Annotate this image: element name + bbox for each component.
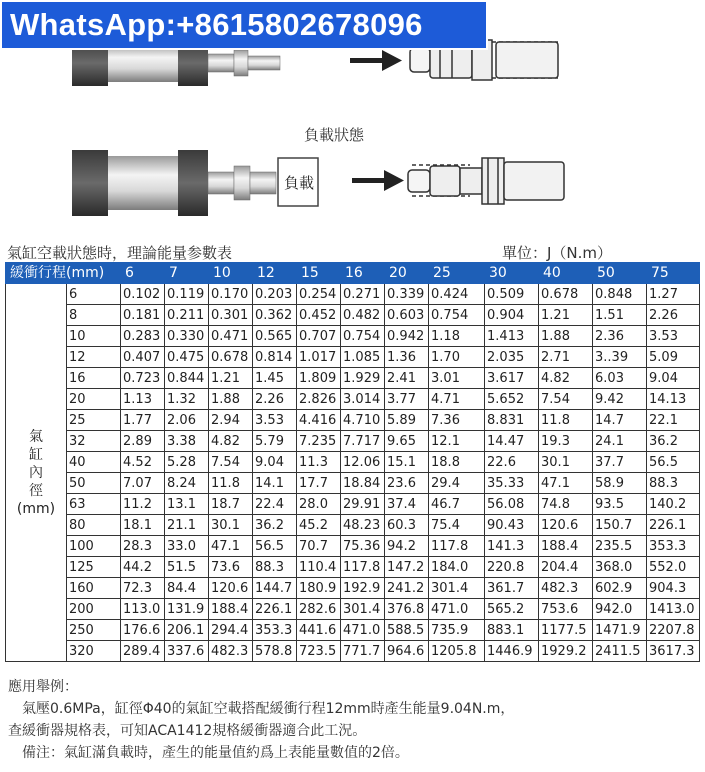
- energy-cell: 4.416: [297, 410, 341, 431]
- energy-cell: 301.4: [341, 599, 385, 620]
- energy-cell: 0.904: [485, 305, 539, 326]
- energy-cell: 602.9: [593, 578, 647, 599]
- energy-cell: 0.452: [297, 305, 341, 326]
- energy-cell: 37.4: [385, 494, 429, 515]
- arrow-top: [350, 50, 402, 71]
- stroke-header-cell: 16: [341, 263, 385, 284]
- energy-cell: 0.509: [485, 284, 539, 305]
- energy-cell: 2.89: [121, 431, 165, 452]
- energy-cell: 4.82: [539, 368, 593, 389]
- energy-cell: 24.1: [593, 431, 647, 452]
- energy-cell: 1.88: [209, 389, 253, 410]
- bore-cell: 320: [67, 641, 121, 662]
- energy-cell: 2.36: [593, 326, 647, 347]
- energy-cell: 0.848: [593, 284, 647, 305]
- table-row: [6, 326, 700, 347]
- bore-cell: 32: [67, 431, 121, 452]
- table-row: [6, 305, 700, 326]
- energy-cell: 0.211: [165, 305, 209, 326]
- notes-heading: 應用舉例：: [8, 679, 78, 695]
- energy-cell: 56.5: [647, 452, 700, 473]
- energy-cell: 723.5: [297, 641, 341, 662]
- stroke-header: 緩衝行程(mm): [6, 263, 121, 284]
- bore-cell: 8: [67, 305, 121, 326]
- energy-cell: 12.1: [429, 431, 485, 452]
- energy-cell: 30.1: [209, 515, 253, 536]
- bore-axis-char: 徑: [29, 482, 43, 499]
- table-row: [6, 389, 700, 410]
- energy-cell: 578.8: [253, 641, 297, 662]
- energy-cell: 11.8: [209, 473, 253, 494]
- energy-cell: 4.82: [209, 431, 253, 452]
- table-row: [6, 473, 700, 494]
- energy-cell: 282.6: [297, 599, 341, 620]
- table-row: [6, 284, 700, 305]
- energy-cell: 14.1: [253, 473, 297, 494]
- energy-cell: 2.26: [253, 389, 297, 410]
- energy-cell: 1.809: [297, 368, 341, 389]
- bore-axis-label: [6, 284, 67, 662]
- energy-cell: 1.88: [539, 326, 593, 347]
- energy-cell: 376.8: [385, 599, 429, 620]
- energy-cell: 36.2: [647, 431, 700, 452]
- energy-cell: 120.6: [539, 515, 593, 536]
- energy-cell: 18.1: [121, 515, 165, 536]
- energy-cell: 22.6: [485, 452, 539, 473]
- energy-cell: 2.94: [209, 410, 253, 431]
- table-row: [6, 452, 700, 473]
- energy-cell: 235.5: [593, 536, 647, 557]
- energy-cell: 17.7: [297, 473, 341, 494]
- energy-cell: 0.707: [297, 326, 341, 347]
- energy-cell: 482.3: [539, 578, 593, 599]
- table-unit: 單位：J（N.m）: [502, 244, 613, 262]
- energy-cell: 0.203: [253, 284, 297, 305]
- bore-axis-char: (mm): [16, 500, 56, 517]
- energy-cell: 3..39: [593, 347, 647, 368]
- bore-cell: 10: [67, 326, 121, 347]
- energy-cell: 180.9: [297, 578, 341, 599]
- energy-cell: 60.3: [385, 515, 429, 536]
- energy-cell: 904.3: [647, 578, 700, 599]
- bore-cell: 50: [67, 473, 121, 494]
- energy-cell: 75.4: [429, 515, 485, 536]
- energy-cell: 48.23: [341, 515, 385, 536]
- energy-cell: 5.09: [647, 347, 700, 368]
- energy-cell: 14.13: [647, 389, 700, 410]
- energy-cell: 56.08: [485, 494, 539, 515]
- energy-cell: 588.5: [385, 620, 429, 641]
- energy-cell: 29.4: [429, 473, 485, 494]
- energy-cell: 11.8: [539, 410, 593, 431]
- energy-cell: 88.3: [647, 473, 700, 494]
- table-row: [6, 578, 700, 599]
- energy-cell: 2.41: [385, 368, 429, 389]
- energy-cell: 471.0: [429, 599, 485, 620]
- energy-cell: 29.91: [341, 494, 385, 515]
- energy-cell: 3.53: [253, 410, 297, 431]
- energy-cell: 441.6: [297, 620, 341, 641]
- energy-cell: 113.0: [121, 599, 165, 620]
- energy-cell: 0.271: [341, 284, 385, 305]
- stroke-header-cell: 20: [385, 263, 429, 284]
- energy-cell: 11.2: [121, 494, 165, 515]
- energy-cell: 1.51: [593, 305, 647, 326]
- stroke-header-cell: 12: [253, 263, 297, 284]
- energy-cell: 7.717: [341, 431, 385, 452]
- energy-cell: 0.330: [165, 326, 209, 347]
- stroke-header-cell: 10: [209, 263, 253, 284]
- energy-cell: 0.754: [341, 326, 385, 347]
- bore-cell: 250: [67, 620, 121, 641]
- bore-cell: 40: [67, 452, 121, 473]
- energy-cell: 1.45: [253, 368, 297, 389]
- table-row: [6, 515, 700, 536]
- energy-cell: 1.21: [539, 305, 593, 326]
- table-row: [6, 536, 700, 557]
- stroke-header-cell: 50: [593, 263, 647, 284]
- energy-table: [5, 262, 700, 662]
- energy-cell: 5.79: [253, 431, 297, 452]
- energy-cell: 0.471: [209, 326, 253, 347]
- energy-cell: 140.2: [647, 494, 700, 515]
- energy-cell: 4.710: [341, 410, 385, 431]
- energy-cell: 0.565: [253, 326, 297, 347]
- energy-cell: 337.6: [165, 641, 209, 662]
- energy-cell: 94.2: [385, 536, 429, 557]
- energy-cell: 0.254: [297, 284, 341, 305]
- bore-cell: 25: [67, 410, 121, 431]
- energy-cell: 15.1: [385, 452, 429, 473]
- energy-cell: 1446.9: [485, 641, 539, 662]
- energy-cell: 117.8: [429, 536, 485, 557]
- energy-cell: 13.1: [165, 494, 209, 515]
- table-title: 氣缸空載狀態時，理論能量参數表: [7, 244, 233, 262]
- whatsapp-banner: [0, 0, 488, 50]
- energy-cell: 0.283: [121, 326, 165, 347]
- table-row: [6, 410, 700, 431]
- energy-cell: 3.53: [647, 326, 700, 347]
- stroke-header-cell: 7: [165, 263, 209, 284]
- energy-cell: 0.723: [121, 368, 165, 389]
- energy-cell: 9.65: [385, 431, 429, 452]
- energy-cell: 36.2: [253, 515, 297, 536]
- energy-cell: 0.181: [121, 305, 165, 326]
- energy-cell: 2.826: [297, 389, 341, 410]
- load-state-label: 負載狀態: [304, 126, 365, 144]
- energy-cell: 188.4: [209, 599, 253, 620]
- energy-cell: 19.3: [539, 431, 593, 452]
- energy-cell: 1.36: [385, 347, 429, 368]
- energy-cell: 1205.8: [429, 641, 485, 662]
- energy-cell: 0.603: [385, 305, 429, 326]
- energy-cell: 117.8: [341, 557, 385, 578]
- energy-cell: 964.6: [385, 641, 429, 662]
- stroke-header-cell: 40: [539, 263, 593, 284]
- energy-cell: 0.678: [209, 347, 253, 368]
- energy-cell: 3.014: [341, 389, 385, 410]
- energy-cell: 0.942: [385, 326, 429, 347]
- energy-cell: 1.70: [429, 347, 485, 368]
- energy-cell: 44.2: [121, 557, 165, 578]
- energy-cell: 3.617: [485, 368, 539, 389]
- bore-cell: 20: [67, 389, 121, 410]
- energy-cell: 93.5: [593, 494, 647, 515]
- energy-cell: 2.035: [485, 347, 539, 368]
- energy-cell: 220.8: [485, 557, 539, 578]
- energy-cell: 471.0: [341, 620, 385, 641]
- energy-cell: 942.0: [593, 599, 647, 620]
- energy-cell: 58.9: [593, 473, 647, 494]
- energy-cell: 88.3: [253, 557, 297, 578]
- energy-cell: 4.71: [429, 389, 485, 410]
- energy-cell: 482.3: [209, 641, 253, 662]
- energy-cell: 7.54: [209, 452, 253, 473]
- energy-cell: 37.7: [593, 452, 647, 473]
- energy-cell: 552.0: [647, 557, 700, 578]
- energy-cell: 47.1: [539, 473, 593, 494]
- energy-cell: 188.4: [539, 536, 593, 557]
- bore-cell: 160: [67, 578, 121, 599]
- energy-cell: 1.085: [341, 347, 385, 368]
- energy-cell: 144.7: [253, 578, 297, 599]
- table-row: [6, 494, 700, 515]
- energy-cell: 0.814: [253, 347, 297, 368]
- table-row: [6, 599, 700, 620]
- energy-cell: 110.4: [297, 557, 341, 578]
- energy-cell: 1.32: [165, 389, 209, 410]
- energy-cell: 0.754: [429, 305, 485, 326]
- energy-cell: 75.36: [341, 536, 385, 557]
- energy-cell: 0.362: [253, 305, 297, 326]
- energy-cell: 2207.8: [647, 620, 700, 641]
- energy-cell: 2.71: [539, 347, 593, 368]
- energy-cell: 353.3: [253, 620, 297, 641]
- energy-cell: 0.102: [121, 284, 165, 305]
- load-box-label: 負載: [283, 174, 314, 192]
- energy-cell: 9.42: [593, 389, 647, 410]
- energy-cell: 131.9: [165, 599, 209, 620]
- bore-axis-char: 內: [29, 464, 43, 481]
- energy-cell: 771.7: [341, 641, 385, 662]
- energy-cell: 1.929: [341, 368, 385, 389]
- bore-cell: 12: [67, 347, 121, 368]
- energy-cell: 7.07: [121, 473, 165, 494]
- bore-cell: 200: [67, 599, 121, 620]
- energy-cell: 7.235: [297, 431, 341, 452]
- energy-cell: 353.3: [647, 536, 700, 557]
- energy-cell: 361.7: [485, 578, 539, 599]
- energy-cell: 47.1: [209, 536, 253, 557]
- table-row: [6, 641, 700, 662]
- energy-cell: 2.26: [647, 305, 700, 326]
- energy-cell: 301.4: [429, 578, 485, 599]
- energy-cell: 12.06: [341, 452, 385, 473]
- energy-cell: 5.652: [485, 389, 539, 410]
- notes-section: [8, 676, 698, 764]
- energy-cell: 14.7: [593, 410, 647, 431]
- table-row: [6, 431, 700, 452]
- energy-cell: 9.04: [253, 452, 297, 473]
- energy-cell: 206.1: [165, 620, 209, 641]
- energy-cell: 0.301: [209, 305, 253, 326]
- energy-cell: 0.475: [165, 347, 209, 368]
- energy-cell: 141.3: [485, 536, 539, 557]
- bore-cell: 125: [67, 557, 121, 578]
- energy-cell: 1.017: [297, 347, 341, 368]
- stroke-header-cell: 25: [429, 263, 485, 284]
- energy-cell: 289.4: [121, 641, 165, 662]
- buffer-bottom: [408, 158, 564, 204]
- energy-cell: 368.0: [593, 557, 647, 578]
- notes-line-1: 氣壓0.6MPa，缸徑Φ40的氣缸空載搭配緩衝行程12mm時產生能量9.04N.m，: [22, 701, 515, 717]
- bore-axis-char: 缸: [29, 446, 43, 463]
- energy-cell: 45.2: [297, 515, 341, 536]
- energy-cell: 192.9: [341, 578, 385, 599]
- notes-line-3: 備注：氣缸滿負載時，產生的能量值約爲上表能量數值的2倍。: [22, 745, 409, 761]
- energy-cell: 1.27: [647, 284, 700, 305]
- stroke-header-cell: 75: [647, 263, 700, 284]
- energy-cell: 18.8: [429, 452, 485, 473]
- energy-cell: 14.47: [485, 431, 539, 452]
- energy-cell: 2.06: [165, 410, 209, 431]
- stroke-header-cell: 15: [297, 263, 341, 284]
- energy-cell: 753.6: [539, 599, 593, 620]
- energy-cell: 33.0: [165, 536, 209, 557]
- energy-cell: 0.482: [341, 305, 385, 326]
- energy-cell: 56.5: [253, 536, 297, 557]
- energy-cell: 6.03: [593, 368, 647, 389]
- energy-cell: 294.4: [209, 620, 253, 641]
- energy-cell: 0.339: [385, 284, 429, 305]
- energy-cell: 22.1: [647, 410, 700, 431]
- energy-cell: 90.43: [485, 515, 539, 536]
- energy-cell: 8.24: [165, 473, 209, 494]
- energy-cell: 51.5: [165, 557, 209, 578]
- energy-cell: 8.831: [485, 410, 539, 431]
- energy-cell: 3.77: [385, 389, 429, 410]
- energy-cell: 3.01: [429, 368, 485, 389]
- table-row: [6, 620, 700, 641]
- energy-cell: 184.0: [429, 557, 485, 578]
- energy-cell: 5.28: [165, 452, 209, 473]
- energy-cell: 0.424: [429, 284, 485, 305]
- energy-cell: 18.7: [209, 494, 253, 515]
- energy-cell: 1413.0: [647, 599, 700, 620]
- energy-cell: 1.413: [485, 326, 539, 347]
- table-header-row: [6, 263, 700, 284]
- whatsapp-text: WhatsApp:+8615802678096: [10, 7, 423, 42]
- energy-cell: 30.1: [539, 452, 593, 473]
- energy-cell: 46.7: [429, 494, 485, 515]
- bore-cell: 63: [67, 494, 121, 515]
- energy-cell: 7.54: [539, 389, 593, 410]
- energy-cell: 0.119: [165, 284, 209, 305]
- energy-cell: 73.6: [209, 557, 253, 578]
- energy-cell: 7.36: [429, 410, 485, 431]
- energy-cell: 1.21: [209, 368, 253, 389]
- bore-cell: 16: [67, 368, 121, 389]
- bore-axis-char: 氣: [29, 428, 43, 445]
- energy-cell: 120.6: [209, 578, 253, 599]
- energy-cell: 72.3: [121, 578, 165, 599]
- arrow-bottom: [352, 170, 404, 191]
- energy-cell: 241.2: [385, 578, 429, 599]
- energy-cell: 3617.3: [647, 641, 700, 662]
- energy-cell: 1.77: [121, 410, 165, 431]
- energy-cell: 18.84: [341, 473, 385, 494]
- energy-cell: 150.7: [593, 515, 647, 536]
- energy-cell: 22.4: [253, 494, 297, 515]
- bore-cell: 100: [67, 536, 121, 557]
- energy-cell: 226.1: [647, 515, 700, 536]
- energy-cell: 35.33: [485, 473, 539, 494]
- energy-cell: 565.2: [485, 599, 539, 620]
- energy-cell: 5.89: [385, 410, 429, 431]
- energy-cell: 0.678: [539, 284, 593, 305]
- table-row: [6, 347, 700, 368]
- stroke-header-cell: 30: [485, 263, 539, 284]
- energy-cell: 204.4: [539, 557, 593, 578]
- energy-cell: 0.844: [165, 368, 209, 389]
- energy-cell: 4.52: [121, 452, 165, 473]
- energy-cell: 84.4: [165, 578, 209, 599]
- energy-cell: 1929.2: [539, 641, 593, 662]
- energy-cell: 3.38: [165, 431, 209, 452]
- energy-cell: 0.407: [121, 347, 165, 368]
- energy-cell: 176.6: [121, 620, 165, 641]
- energy-cell: 735.9: [429, 620, 485, 641]
- energy-cell: 1.13: [121, 389, 165, 410]
- bore-cell: 80: [67, 515, 121, 536]
- energy-cell: 1177.5: [539, 620, 593, 641]
- energy-cell: 226.1: [253, 599, 297, 620]
- bore-cell: 6: [67, 284, 121, 305]
- energy-cell: 883.1: [485, 620, 539, 641]
- energy-cell: 147.2: [385, 557, 429, 578]
- table-row: [6, 368, 700, 389]
- energy-cell: 0.170: [209, 284, 253, 305]
- energy-cell: 21.1: [165, 515, 209, 536]
- energy-cell: 28.0: [297, 494, 341, 515]
- energy-cell: 28.3: [121, 536, 165, 557]
- energy-cell: 74.8: [539, 494, 593, 515]
- energy-cell: 23.6: [385, 473, 429, 494]
- energy-cell: 1471.9: [593, 620, 647, 641]
- energy-cell: 2411.5: [593, 641, 647, 662]
- energy-cell: 9.04: [647, 368, 700, 389]
- energy-cell: 1.18: [429, 326, 485, 347]
- stroke-header-cell: 6: [121, 263, 165, 284]
- energy-cell: 70.7: [297, 536, 341, 557]
- notes-line-2: 查緩衝器規格表，可知ACA1412規格緩衝器適合此工況。: [8, 723, 367, 739]
- table-row: [6, 557, 700, 578]
- energy-cell: 11.3: [297, 452, 341, 473]
